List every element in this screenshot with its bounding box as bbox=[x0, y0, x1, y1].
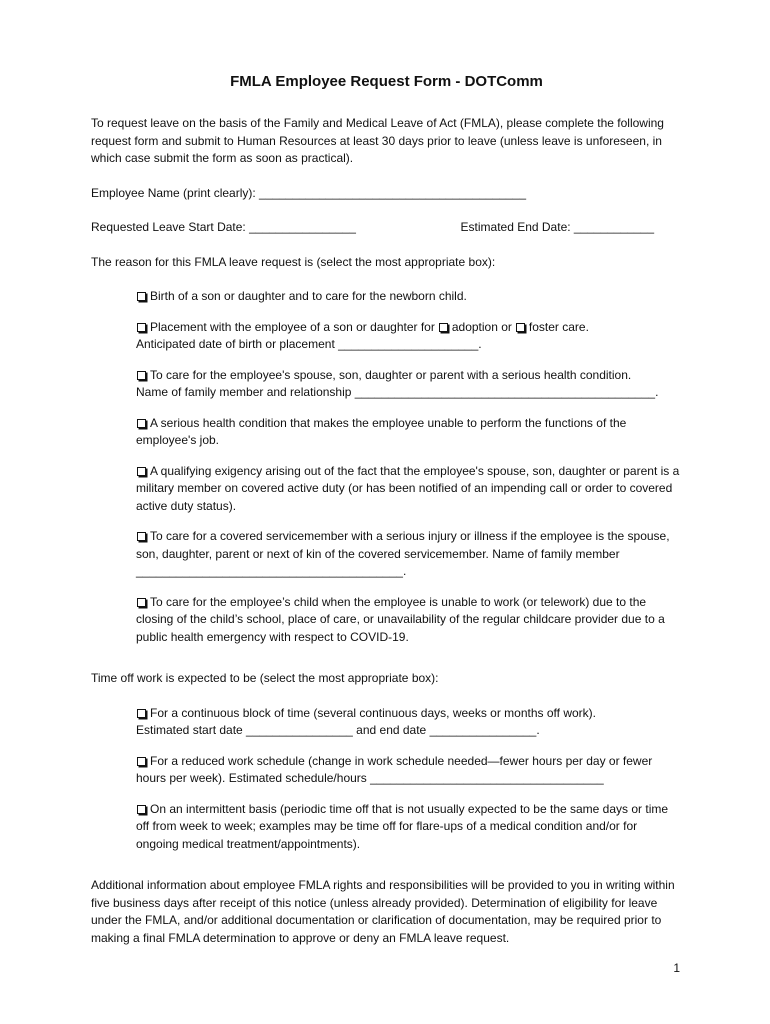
checkbox-icon[interactable] bbox=[516, 323, 525, 332]
page-number: 1 bbox=[673, 961, 680, 975]
checkbox-icon[interactable] bbox=[137, 371, 146, 380]
reason-option-birth bbox=[136, 288, 682, 306]
option-label: To care for the employee’s child when the employee is unable to work (or telework) due to the closing of the child’s school, place of care, or unavailability of the regular childcare provider due to a public health emergency with respect to COVID-19. bbox=[136, 594, 665, 644]
checkbox-icon[interactable] bbox=[439, 323, 448, 332]
start-date-field[interactable]: Requested Leave Start Date: ________________ bbox=[91, 220, 356, 234]
reason-options bbox=[91, 288, 682, 646]
option-label: Birth of a son or daughter and to care for the newborn child. bbox=[150, 289, 467, 303]
option-label: For a continuous block of time (several continuous days, weeks or months off work). bbox=[150, 705, 596, 720]
option-label: foster care. bbox=[528, 319, 589, 334]
option-label: For a reduced work schedule (change in work schedule needed—fewer hours per day or fewer hours per week). Estimated schedule/hours ___________________________________ bbox=[136, 753, 653, 785]
placement-date-field[interactable]: Anticipated date of birth or placement _____________________. bbox=[136, 337, 482, 351]
option-label: To care for a covered servicemember with a serious injury or illness if the employee is the spouse, son, daughter, parent or next of kin of the covered servicemember. Name of family member ________________________________________. bbox=[136, 529, 670, 578]
leave-dates-row bbox=[91, 219, 682, 237]
continuous-dates-field[interactable]: Estimated start date ________________ and end date ________________. bbox=[136, 723, 540, 737]
checkbox-icon[interactable] bbox=[137, 292, 146, 301]
option-label: To care for the employee's spouse, son, daughter or parent with a serious health condition. bbox=[150, 367, 632, 382]
family-member-field[interactable]: Name of family member and relationship _____________________________________________. bbox=[136, 385, 659, 399]
reason-option-exigency bbox=[136, 463, 682, 516]
reason-option-family-care bbox=[136, 367, 682, 402]
checkbox-icon[interactable] bbox=[137, 419, 146, 428]
checkbox-icon[interactable] bbox=[137, 467, 146, 476]
additional-info-paragraph: Additional information about employee FMLA rights and responsibilities will be provided to you in writing within five business days after receipt of this notice (unless already provided). Determination of eligibility for leave under the FMLA, and/or additional documentation or clarification of documentation, may be required prior to making a final FMLA determination to approve or deny an FMLA leave request. bbox=[91, 878, 675, 945]
time-option-continuous bbox=[136, 705, 682, 740]
time-prompt: Time off work is expected to be (select the most appropriate box): bbox=[91, 671, 439, 685]
option-label: Placement with the employee of a son or daughter for bbox=[150, 319, 435, 334]
checkbox-icon[interactable] bbox=[137, 757, 146, 766]
reason-option-servicemember bbox=[136, 528, 682, 581]
time-option-reduced bbox=[136, 753, 682, 788]
option-label: A qualifying exigency arising out of the fact that the employee's spouse, son, daughter or parent is a military member on covered active duty (or has been notified of an impending call or order to covered active duty status). bbox=[136, 463, 680, 513]
option-label: adoption or bbox=[451, 319, 512, 334]
time-options bbox=[91, 705, 682, 854]
checkbox-icon[interactable] bbox=[137, 323, 146, 332]
option-label: On an intermittent basis (periodic time off that is not usually expected to be the same days or time off from week to week; examples may be time off for flare-ups of a medical condition and/or for ongoing medical treatment/appointments). bbox=[136, 801, 669, 851]
intro-paragraph: To request leave on the basis of the Family and Medical Leave of Act (FMLA), please complete the following request form and submit to Human Resources at least 30 days prior to leave (unless leave is unforeseen, in which case submit the form as soon as practical). bbox=[91, 116, 664, 165]
reason-option-placement bbox=[136, 319, 682, 354]
time-option-intermittent bbox=[136, 801, 682, 854]
form-title: FMLA Employee Request Form - DOTComm bbox=[230, 73, 543, 90]
reason-option-own-health bbox=[136, 415, 682, 450]
option-label: A serious health condition that makes the employee unable to perform the functions of the employee's job. bbox=[136, 415, 627, 447]
reason-prompt: The reason for this FMLA leave request is (select the most appropriate box): bbox=[91, 254, 496, 269]
checkbox-icon[interactable] bbox=[137, 805, 146, 814]
checkbox-icon[interactable] bbox=[137, 532, 146, 541]
employee-name-field[interactable]: Employee Name (print clearly): ________________________________________ bbox=[91, 185, 527, 200]
checkbox-icon[interactable] bbox=[137, 709, 146, 718]
end-date-field[interactable]: Estimated End Date: ____________ bbox=[460, 220, 654, 234]
checkbox-icon[interactable] bbox=[137, 598, 146, 607]
reason-option-covid bbox=[136, 594, 682, 647]
